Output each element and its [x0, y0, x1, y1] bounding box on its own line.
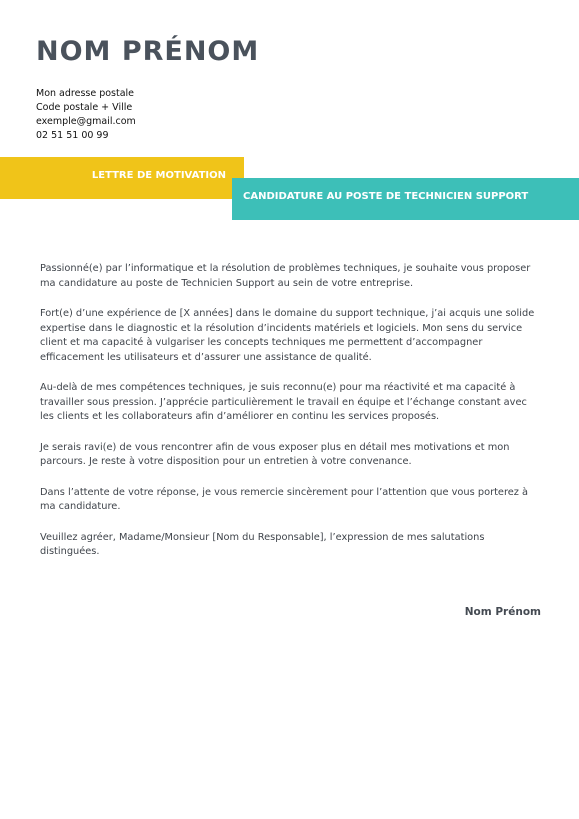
subject-label: CANDIDATURE AU POSTE DE TECHNICIEN SUPPORT [243, 191, 529, 202]
subject-banner [232, 178, 579, 220]
body-paragraph-meeting: Je serais ravi(e) de vous rencontrer afin de vous exposer plus en détail mes motivations et mon parcours. Je reste à votre disposition pour un entretien à votre convenance. [40, 441, 510, 467]
letter-type-banner [0, 157, 244, 199]
body-paragraph-closing: Veuillez agréer, Madame/Monsieur [Nom du Responsable], l’expression de mes salutations distinguées. [40, 531, 485, 557]
sender-contact-block [36, 87, 136, 143]
sender-email: exemple@gmail.com [36, 116, 136, 127]
sender-city: Code postale + Ville [36, 102, 133, 113]
sender-name: NOM PRÉNOM [36, 36, 260, 67]
signature: Nom Prénom [464, 606, 541, 618]
body-paragraph-skills: Au-delà de mes compétences techniques, je suis reconnu(e) pour ma réactivité et ma capacité à travailler sous pression. J’apprécie particulièrement le travail en équipe et l’échange constant avec les clients et les collaborateurs afin d’améliorer en continu les services proposés. [40, 382, 527, 422]
body-paragraph-experience: Fort(e) d’une expérience de [X années] dans le domaine du support technique, j’ai acquis une solide expertise dans le diagnostic et la résolution d’incidents matériels et logiciels. Mon sens du service client et ma capacité à vulgariser les concepts techniques me permettent d’accompagner efficacement les utilisateurs et d’assurer une assistance de qualité. [40, 308, 535, 363]
body-paragraph-intro: Passionné(e) par l’informatique et la résolution de problèmes techniques, je souhaite vous proposer ma candidature au poste de Technicien Support au sein de votre entreprise. [40, 263, 531, 289]
body-paragraph-thanks: Dans l’attente de votre réponse, je vous remercie sincèrement pour l’attention que vous porterez à ma candidature. [40, 486, 529, 512]
sender-phone: 02 51 51 00 99 [36, 130, 109, 141]
sender-address: Mon adresse postale [36, 88, 135, 99]
letter-type-label: LETTRE DE MOTIVATION [91, 170, 226, 181]
letter-body [40, 262, 540, 576]
